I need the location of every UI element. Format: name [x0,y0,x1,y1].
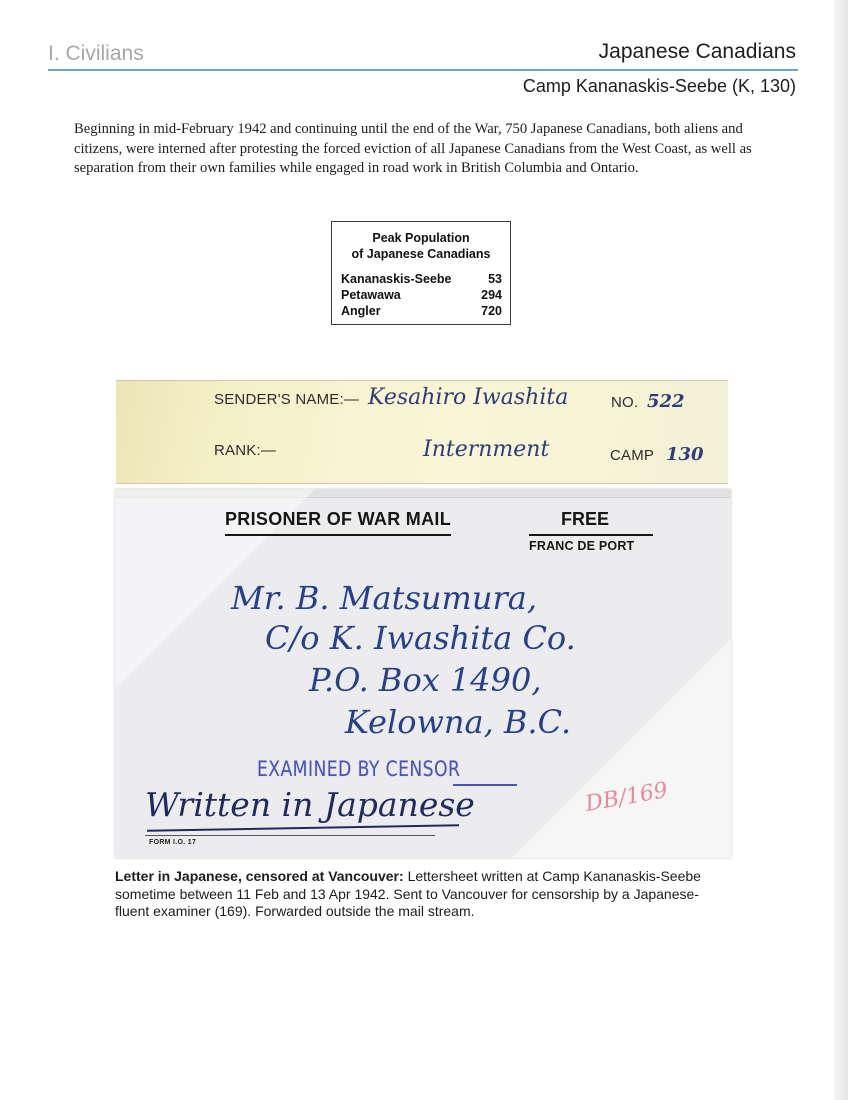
address-line: Mr. B. Matsumura, [231,579,537,617]
written-in-japanese-note: Written in Japanese [145,785,475,824]
sender-name-handwriting: Kesahiro Iwashita [368,385,569,410]
header-rule [48,69,798,71]
sender-slip [116,380,728,484]
camp-count: 720 [481,304,502,318]
sender-name-label: SENDER'S NAME:— [214,391,360,408]
table-row [341,287,502,303]
address-line: P.O. Box 1490, [309,661,542,699]
rank-label: RANK:— [214,442,277,459]
camp-name: Kananaskis-Seebe [341,272,452,286]
population-rows [341,271,502,319]
table-row [341,303,502,319]
address-line: C/o K. Iwashita Co. [265,619,576,657]
camp-number: 130 [666,444,704,465]
examiner-mark: DB/169 [583,777,670,818]
camp-label: CAMP [610,447,655,464]
camp-count: 294 [481,288,502,302]
intro-paragraph: Beginning in mid-February 1942 and continuing until the end of the War, 750 Japanese Canadians, both aliens and citizens, were interned after protesting the forced eviction of all Japanese Canadians from the West Coast, as well as separation from their own families while engaged in road work in British Columbia and Ontario. [74,121,752,176]
topic-title: Japanese Canadians [598,40,796,63]
caption-body: Lettersheet written at Camp Kananaskis-Seebe sometime between 11 Feb and 13 Apr 1942. Sent to Vancouver for censorship by a Japanese-fluent examiner (169). Forwarded outside the mail stream. [115,868,701,919]
censor-stamp: EXAMINED BY CENSOR [257,757,461,781]
caption-lead: Letter in Japanese, censored at Vancouver: [115,868,404,884]
glassine-mount-right [511,639,731,858]
camp-name: Angler [341,304,381,318]
lettersheet [115,489,731,858]
camp-name: Petawawa [341,288,401,302]
free-underline [529,534,653,536]
rank-handwriting: Internment [423,437,550,462]
sender-no-label: NO. [611,394,639,411]
table-title-line: of Japanese Canadians [351,247,491,261]
section-title: I. Civilians [48,42,144,65]
note-underline [147,824,459,831]
form-rule [145,835,435,836]
camp-subtitle: Camp Kananaskis-Seebe (K, 130) [522,76,796,96]
table-row [341,271,502,287]
form-number: FORM I.O. 17 [149,839,197,846]
page-edge [834,0,848,1100]
population-table [331,221,511,325]
table-title-line: Peak Population [372,231,470,245]
sender-no-value: 522 [647,391,685,412]
population-table-title [332,230,510,262]
exhibit-caption [115,868,733,921]
address-line: Kelowna, B.C. [345,703,572,741]
camp-count: 53 [488,272,502,286]
pow-mail-heading: PRISONER OF WAR MAIL [225,509,451,536]
free-label: FREE [561,509,610,529]
franc-de-port-label: FRANC DE PORT [529,539,635,553]
